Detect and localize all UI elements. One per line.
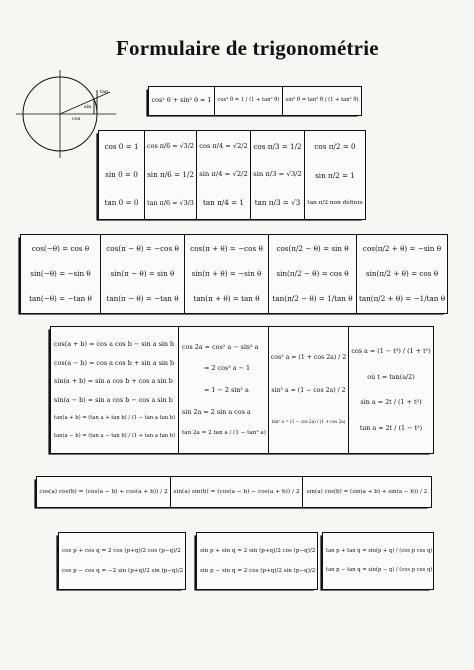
special-value: cos π/4 = √2/2 bbox=[199, 142, 248, 151]
product-to-sum-cell bbox=[171, 477, 303, 507]
special-values-column bbox=[251, 131, 305, 219]
cos-sum-to-product-formula: cos p + cos q = 2 cos (p+q)/2 cos (p−q)/2 bbox=[62, 548, 181, 555]
special-value: sin π/3 = √3/2 bbox=[253, 170, 302, 179]
cos-label: cos bbox=[72, 116, 81, 122]
page-title: Formulaire de trigonométrie bbox=[116, 36, 379, 60]
special-value: cos π/2 = 0 bbox=[314, 142, 356, 152]
special-value: tan π/3 = √3 bbox=[254, 197, 301, 207]
sin-sum-to-product-formula: sin p + sin q = 2 sin (p+q)/2 cos (p−q)/2 bbox=[200, 548, 316, 555]
symmetry-formula: sin(π/2 − θ) = cos θ bbox=[276, 269, 349, 279]
symmetry-formula: tan(π + θ) = tan θ bbox=[193, 293, 260, 303]
symmetry-formula: tan(π/2 − θ) = 1/tan θ bbox=[272, 293, 353, 303]
special-value: sin π/6 = 1/2 bbox=[147, 170, 194, 180]
special-value: tan π/4 = 1 bbox=[203, 197, 244, 207]
cos-sum-to-product-box bbox=[58, 532, 186, 590]
symmetry-column bbox=[357, 235, 447, 313]
special-value: sin π/2 = 1 bbox=[315, 170, 355, 180]
sum-formula: sin(a + b) = sin a cos b + cos a sin b bbox=[54, 377, 173, 386]
symmetry-formula: cos(π + θ) = −cos θ bbox=[190, 244, 263, 254]
special-value: cos 0 = 1 bbox=[104, 142, 139, 152]
tan-sum-to-product-formula: tan p + tan q = sin(p + q) / (cos p cos q) bbox=[326, 547, 433, 554]
sum-formula: tan(a + b) = (tan a + tan b) / (1 − tan a tan b) bbox=[54, 415, 176, 422]
product-to-sum-formula: sin(a) cos(b) = (sin(a + b) + sin(a − b)) / 2 bbox=[306, 488, 428, 495]
sin-sum-to-product-formula: sin p − sin q = 2 cos (p+q)/2 sin (p−q)/2 bbox=[200, 567, 316, 574]
symmetries-box bbox=[20, 234, 448, 314]
double-angle-formula: = 1 − 2 sin² a bbox=[204, 385, 249, 394]
double-angle-formula: tan 2a = 2 tan a / (1 − tan² a) bbox=[182, 430, 266, 437]
product-to-sum-cell bbox=[37, 477, 171, 507]
half-angle-formula: tan² a = (1 − cos 2a) / (1 + cos 2a) bbox=[271, 419, 346, 425]
special-values-box bbox=[98, 130, 366, 220]
symmetry-formula: tan(π − θ) = −tan θ bbox=[106, 293, 179, 303]
symmetry-formula: sin(−θ) = −sin θ bbox=[30, 269, 91, 279]
symmetry-column bbox=[21, 235, 101, 313]
cos-sum-to-product-formula: cos p − cos q = −2 sin (p+q)/2 sin (p−q)/2 bbox=[62, 567, 184, 574]
identity-formula: cos² θ = 1 / (1 + tan² θ) bbox=[217, 97, 280, 104]
identities-box bbox=[148, 86, 362, 116]
double-angle-column bbox=[179, 327, 269, 453]
sum-formulas-column bbox=[51, 327, 179, 453]
sum-formula: cos(a − b) = cos a cos b + sin a sin b bbox=[54, 358, 175, 367]
t-formulas-column bbox=[349, 327, 433, 453]
angle-ray bbox=[60, 92, 110, 114]
special-value: tan π/6 = √3/3 bbox=[147, 198, 194, 207]
symmetry-formula: tan(π/2 + θ) = −1/tan θ bbox=[358, 293, 446, 303]
identity-cell bbox=[215, 87, 283, 115]
identity-cell bbox=[283, 87, 361, 115]
half-angle-formula: sin² a = (1 − cos 2a) / 2 bbox=[271, 386, 346, 394]
t-formula: cos a = (1 − t²) / (1 + t²) bbox=[351, 346, 431, 355]
identity-formula: sin² θ = tan² θ / (1 + tan² θ) bbox=[285, 97, 359, 104]
special-value: tan 0 = 0 bbox=[104, 198, 139, 208]
sum-formula: cos(a + b) = cos a cos b − sin a sin b bbox=[54, 339, 175, 348]
half-angle-column bbox=[269, 327, 349, 453]
double-angle-formula: sin 2a = 2 sin a cos a bbox=[182, 407, 251, 416]
symmetry-formula: tan(−θ) = −tan θ bbox=[29, 293, 92, 303]
sum-formula: sin(a − b) = sin a cos b − cos a sin b bbox=[54, 396, 173, 405]
t-formula: sin a = 2t / (1 + t²) bbox=[360, 398, 422, 407]
product-to-sum-formula: sin(a) sin(b) = (cos(a − b) − cos(a + b)) / 2 bbox=[173, 488, 300, 495]
product-to-sum-formula: cos(a) cos(b) = (cos(a − b) + cos(a + b)) / 2 bbox=[39, 488, 168, 495]
special-value: sin π/4 = √2/2 bbox=[199, 169, 248, 178]
sin-sum-to-product-box bbox=[196, 532, 318, 590]
addition-formulas-box bbox=[50, 326, 434, 454]
symmetry-column bbox=[101, 235, 185, 313]
symmetry-formula: cos(π/2 − θ) = sin θ bbox=[276, 244, 349, 254]
double-angle-formula: = 2 cos² a − 1 bbox=[204, 364, 251, 373]
symmetry-formula: sin(π + θ) = −sin θ bbox=[191, 269, 262, 279]
special-value: cos π/3 = 1/2 bbox=[253, 142, 302, 152]
symmetry-formula: sin(π/2 + θ) = cos θ bbox=[365, 269, 439, 279]
symmetry-formula: sin(π − θ) = sin θ bbox=[110, 269, 175, 279]
sin-label: sin bbox=[84, 104, 92, 110]
sin-sum-to-product-column bbox=[197, 533, 317, 589]
special-value: tan π/2 non définie bbox=[307, 200, 363, 207]
identity-cell bbox=[149, 87, 215, 115]
identity-formula: cos² θ + sin² θ = 1 bbox=[151, 96, 212, 105]
half-angle-formula: cos² a = (1 + cos 2a) / 2 bbox=[270, 353, 347, 361]
symmetry-formula: cos(π/2 + θ) = −sin θ bbox=[362, 244, 442, 254]
special-values-column bbox=[305, 131, 365, 219]
double-angle-formula: cos 2a = cos² a − sin² a bbox=[182, 342, 259, 351]
special-values-column bbox=[99, 131, 145, 219]
cos-sum-to-product-column bbox=[59, 533, 185, 589]
tan-sum-to-product-box bbox=[322, 532, 434, 590]
symmetry-formula: cos(−θ) = cos θ bbox=[31, 244, 90, 254]
product-to-sum-box bbox=[36, 476, 432, 508]
special-values-column bbox=[145, 131, 197, 219]
special-values-column bbox=[197, 131, 251, 219]
symmetry-column bbox=[185, 235, 269, 313]
t-formula: où t = tan(a/2) bbox=[367, 372, 415, 381]
t-formula: tan a = 2t / (1 − t²) bbox=[359, 424, 423, 433]
symmetry-formula: cos(π − θ) = −cos θ bbox=[106, 244, 179, 254]
tan-sum-to-product-column bbox=[323, 533, 433, 589]
tan-sum-to-product-formula: tan p − tan q = sin(p − q) / (cos p cos q) bbox=[326, 566, 433, 573]
product-to-sum-cell bbox=[303, 477, 431, 507]
special-value: cos π/6 = √3/2 bbox=[147, 142, 194, 151]
special-value: sin 0 = 0 bbox=[105, 170, 138, 180]
sum-formula: tan(a − b) = (tan a − tan b) / (1 + tan a tan b) bbox=[54, 432, 176, 439]
symmetry-column bbox=[269, 235, 357, 313]
tan-label: tan bbox=[100, 89, 109, 95]
